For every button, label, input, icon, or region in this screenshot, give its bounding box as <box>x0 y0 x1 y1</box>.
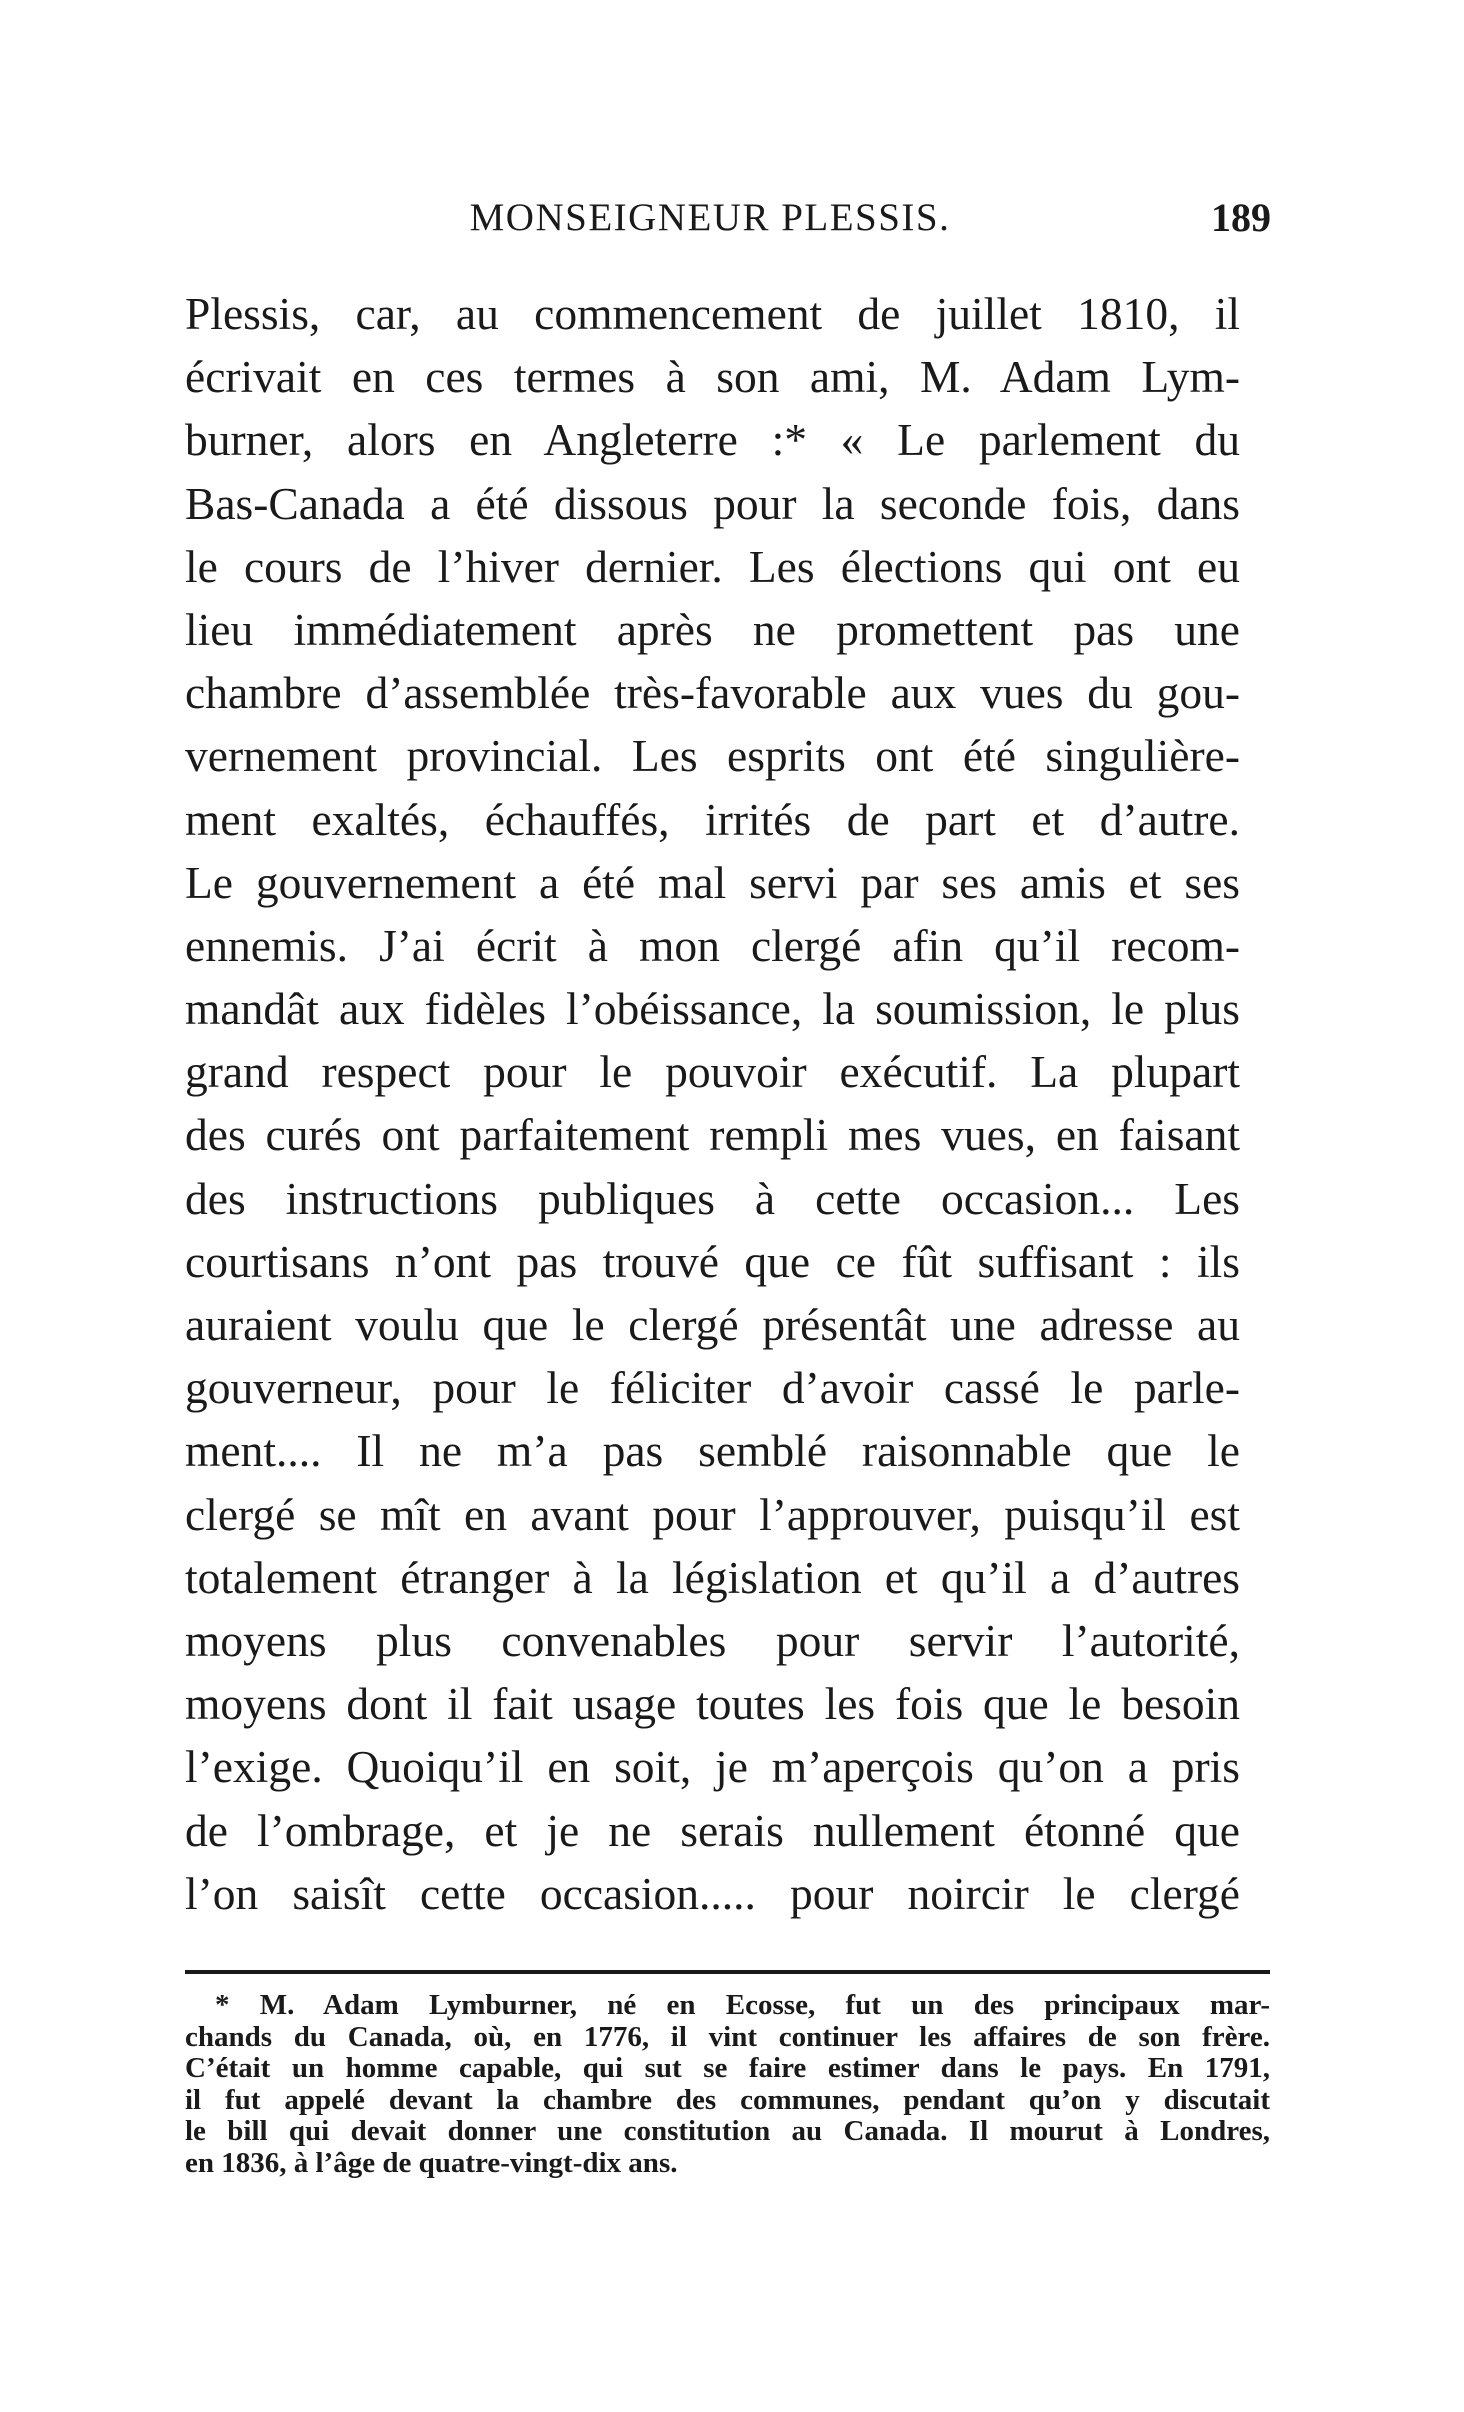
body-line: Bas-Canada a été dissous pour la seconde fois, dans <box>185 477 1240 529</box>
footnote-line: chands du Canada, où, en 1776, il vint continuer les affaires de son frère. <box>185 2020 1270 2053</box>
running-head <box>185 188 1275 248</box>
page-number: 189 <box>1211 195 1271 240</box>
body-line: ennemis. J’ai écrit à mon clergé afin qu’il recom- <box>185 919 1240 971</box>
footnote-line: le bill qui devait donner une constitution au Canada. Il mourut à Londres, <box>185 2115 1270 2147</box>
body-line: moyens plus convenables pour servir l’autorité, <box>185 1614 1240 1666</box>
body-line: ment exaltés, échauffés, irrités de part et d’autre. <box>185 793 1240 845</box>
footnote-rule <box>185 1970 1270 1974</box>
body-line: des instructions publiques à cette occasion... Les <box>185 1172 1240 1224</box>
footnote-line: il fut appelé devant la chambre des communes, pendant qu’on y discutait <box>185 2083 1270 2116</box>
body-line: écrivait en ces termes à son ami, M. Adam Lym- <box>185 351 1240 403</box>
body-line: gouverneur, pour le féliciter d’avoir cassé le parle- <box>185 1362 1240 1414</box>
body-line: totalement étranger à la législation et qu’il a d’autres <box>185 1551 1240 1603</box>
footnote-line: en 1836, à l’âge de quatre-vingt-dix ans. <box>185 2146 678 2179</box>
body-line: Plessis, car, au commencement de juillet 1810, il <box>185 288 1240 339</box>
body-line: le cours de l’hiver dernier. Les élections qui ont eu <box>185 540 1240 592</box>
body-line: mandât aux fidèles l’obéissance, la soumission, le plus <box>185 983 1240 1035</box>
body-line: moyens dont il fait usage toutes les fois que le besoin <box>185 1678 1240 1730</box>
body-line: de l’ombrage, et je ne serais nullement étonné que <box>185 1804 1240 1856</box>
footnote-line: * M. Adam Lymburner, né en Ecosse, fut un des principaux mar- <box>215 1989 1270 2021</box>
body-line: chambre d’assemblée très-favorable aux vues du gou- <box>185 667 1240 719</box>
body-line: grand respect pour le pouvoir exécutif. La plupart <box>185 1046 1240 1098</box>
footnote-line: C’était un homme capable, qui sut se faire estimer dans le pays. En 1791, <box>185 2052 1270 2084</box>
body-line: courtisans n’ont pas trouvé que ce fût suffisant : ils <box>185 1235 1240 1287</box>
running-title: MONSEIGNEUR PLESSIS. <box>469 196 951 239</box>
body-text <box>185 282 1240 1925</box>
body-line: burner, alors en Angleterre :* « Le parlement du <box>185 414 1240 466</box>
body-line: vernement provincial. Les esprits ont été singulière- <box>185 730 1240 782</box>
body-line: ment.... Il ne m’a pas semblé raisonnable que le <box>185 1425 1240 1477</box>
footnote <box>185 1990 1270 2179</box>
body-line: des curés ont parfaitement rempli mes vues, en faisant <box>185 1109 1240 1161</box>
body-line: clergé se mît en avant pour l’approuver, puisqu’il est <box>185 1488 1240 1540</box>
body-line: lieu immédiatement après ne promettent pas une <box>185 603 1240 655</box>
body-line: Le gouvernement a été mal servi par ses amis et ses <box>185 856 1240 908</box>
body-line: l’exige. Quoiqu’il en soit, je m’aperçois qu’on a pris <box>185 1741 1240 1793</box>
body-line: auraient voulu que le clergé présentât une adresse au <box>185 1299 1240 1350</box>
body-line: l’on saisît cette occasion..... pour noircir le clergé <box>185 1867 1240 1919</box>
